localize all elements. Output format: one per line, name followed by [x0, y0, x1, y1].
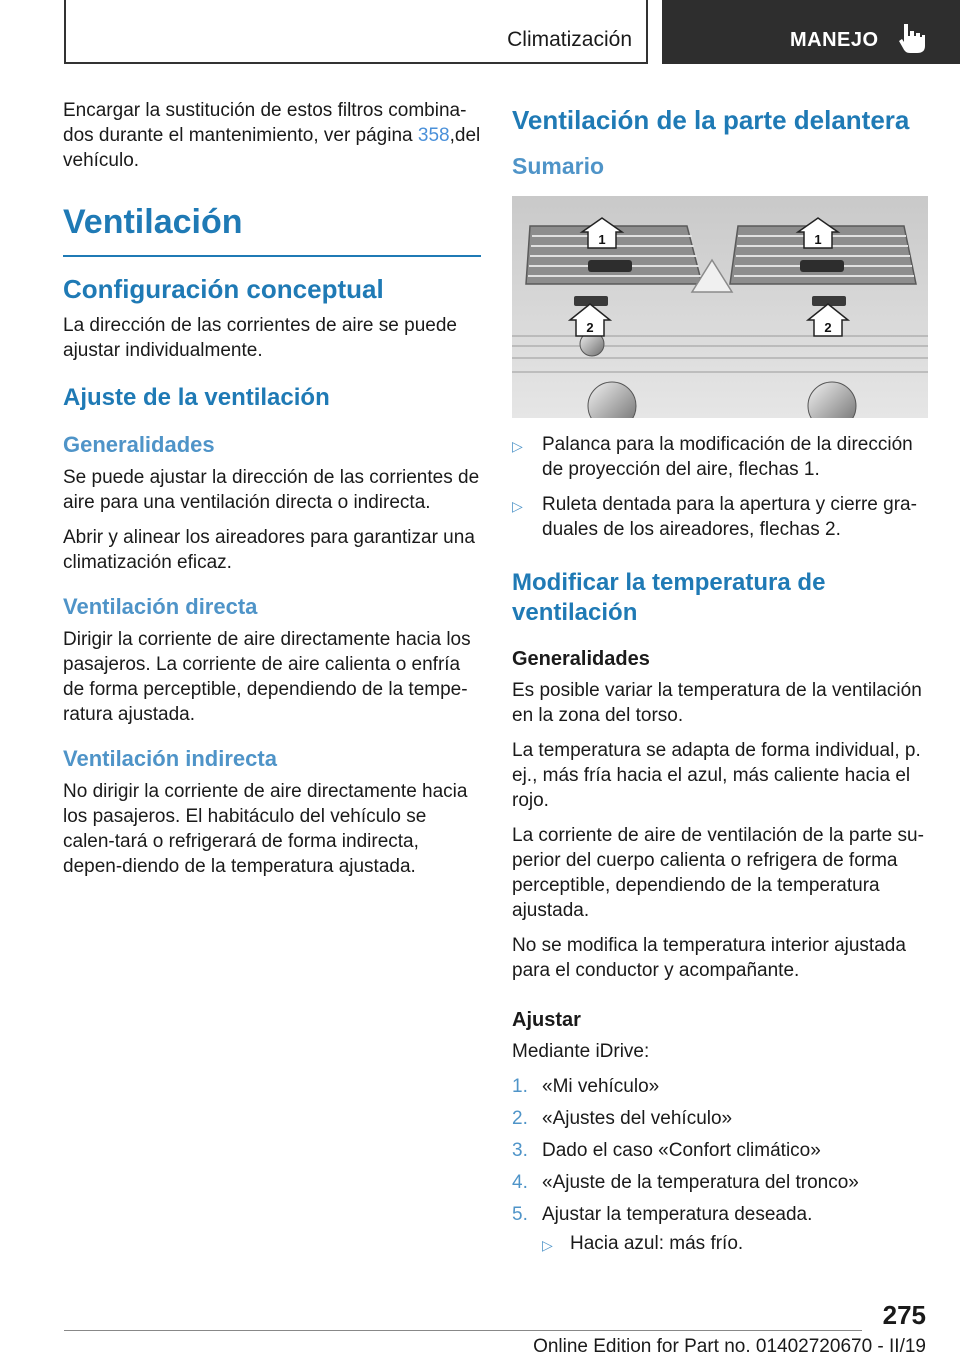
intro-text: Encargar la sustitución de estos filtros combina-dos durante el mantenimiento, ver página [63, 100, 467, 146]
concept-heading: Configuración conceptual [63, 274, 384, 304]
list-item [512, 1106, 930, 1131]
header-section-box [64, 0, 648, 64]
air-vent-figure [512, 196, 928, 418]
direct-text: Dirigir la corriente de aire directamente hacia los pasajeros. La corriente de aire calienta o enfría de forma perceptible, dependiendo de la tempe-ratura ajustada. [63, 629, 471, 725]
left-column [63, 98, 481, 889]
steps-list [512, 1074, 930, 1256]
list-item [542, 1231, 930, 1256]
step-text: Ajustar la temperatura deseada. [542, 1204, 813, 1225]
step-text: Dado el caso «Confort climático» [542, 1140, 821, 1161]
page-number: 275 [882, 1300, 926, 1330]
footer-divider [64, 1330, 862, 1331]
pointing-hand-icon [898, 22, 926, 54]
triangle-bullet-icon: ▷ [512, 438, 523, 454]
svg-text:1: 1 [814, 232, 822, 247]
intro-paragraph [63, 98, 481, 173]
list-item [512, 1202, 930, 1256]
figure-legend-list [512, 432, 930, 542]
sub-step-list [542, 1231, 930, 1256]
list-item [512, 492, 930, 542]
temperature-paragraph-4: No se modifica la temperatura interior ajustada para el conductor y acompañante. [512, 935, 906, 981]
temperature-general-heading: Generalidades [512, 648, 650, 670]
section-divider [63, 255, 481, 257]
step-number: 4. [512, 1172, 528, 1193]
svg-text:2: 2 [824, 320, 832, 335]
svg-text:2: 2 [586, 320, 594, 335]
step-text: «Ajuste de la temperatura del tronco» [542, 1172, 859, 1193]
page-reference-link[interactable]: 358 [417, 125, 450, 146]
section-title-ventilacion: Ventilación [63, 203, 243, 241]
temperature-paragraph-1: Es posible variar la temperatura de la ventilación en la zona del torso. [512, 680, 922, 726]
adjust-heading: Ajuste de la ventilación [63, 384, 330, 411]
concept-text: La dirección de las corrientes de aire se puede ajustar individualmente. [63, 315, 457, 361]
right-column [512, 98, 930, 1263]
triangle-bullet-icon: ▷ [542, 1237, 553, 1253]
general-paragraph-2: Abrir y alinear los aireadores para garantizar una climatización eficaz. [63, 527, 475, 573]
header-chapter-title: MANEJO [790, 29, 879, 51]
list-item-text: Palanca para la modificación de la dirección de proyección del aire, flechas 1. [542, 434, 913, 480]
temperature-heading: Modificar la temperatura de ventilación [512, 569, 826, 626]
step-number: 3. [512, 1140, 528, 1161]
footer-edition: Online Edition for Part no. 01402720670 - II/19 [533, 1336, 926, 1357]
list-item [512, 1138, 930, 1163]
list-item [512, 1074, 930, 1099]
svg-text:1: 1 [598, 232, 606, 247]
list-item-text: Ruleta dentada para la apertura y cierre gra-duales de los aireadores, flechas 2. [542, 494, 917, 540]
summary-heading: Sumario [512, 153, 605, 179]
step-number: 2. [512, 1108, 528, 1129]
step-number: 1. [512, 1076, 528, 1097]
header-section-title: Climatización [507, 28, 632, 51]
ajustar-heading: Ajustar [512, 1009, 581, 1031]
triangle-bullet-icon: ▷ [512, 498, 523, 514]
idrive-text: Mediante iDrive: [512, 1041, 650, 1062]
list-item [512, 432, 930, 482]
step-number: 5. [512, 1204, 528, 1225]
intro-end-text: ,del vehículo. [63, 125, 481, 171]
temperature-paragraph-2: La temperatura se adapta de forma individual, p. ej., más fría hacia el azul, más caliente hacia el rojo. [512, 740, 921, 811]
general-heading: Generalidades [63, 432, 215, 457]
indirect-text: No dirigir la corriente de aire directamente hacia los pasajeros. El habitáculo del vehículo se calen-tará o refrigerará de forma indirecta, depen-diendo de la temperatura ajustada. [63, 781, 468, 877]
header-chapter-tab[interactable] [662, 0, 960, 64]
general-paragraph-1: Se puede ajustar la dirección de las corrientes de aire para una ventilación directa o indirecta. [63, 467, 480, 513]
direct-heading: Ventilación directa [63, 594, 258, 619]
indirect-heading: Ventilación indirecta [63, 746, 277, 771]
temperature-paragraph-3: La corriente de aire de ventilación de la parte su-perior del cuerpo calienta o refrigera de forma perceptible, dependiendo de la temperatura ajustada. [512, 825, 924, 921]
list-item [512, 1170, 930, 1195]
sub-step-text: Hacia azul: más frío. [570, 1233, 744, 1254]
front-ventilation-heading: Ventilación de la parte delantera [512, 105, 910, 135]
step-text: «Ajustes del vehículo» [542, 1108, 733, 1129]
step-text: «Mi vehículo» [542, 1076, 660, 1097]
